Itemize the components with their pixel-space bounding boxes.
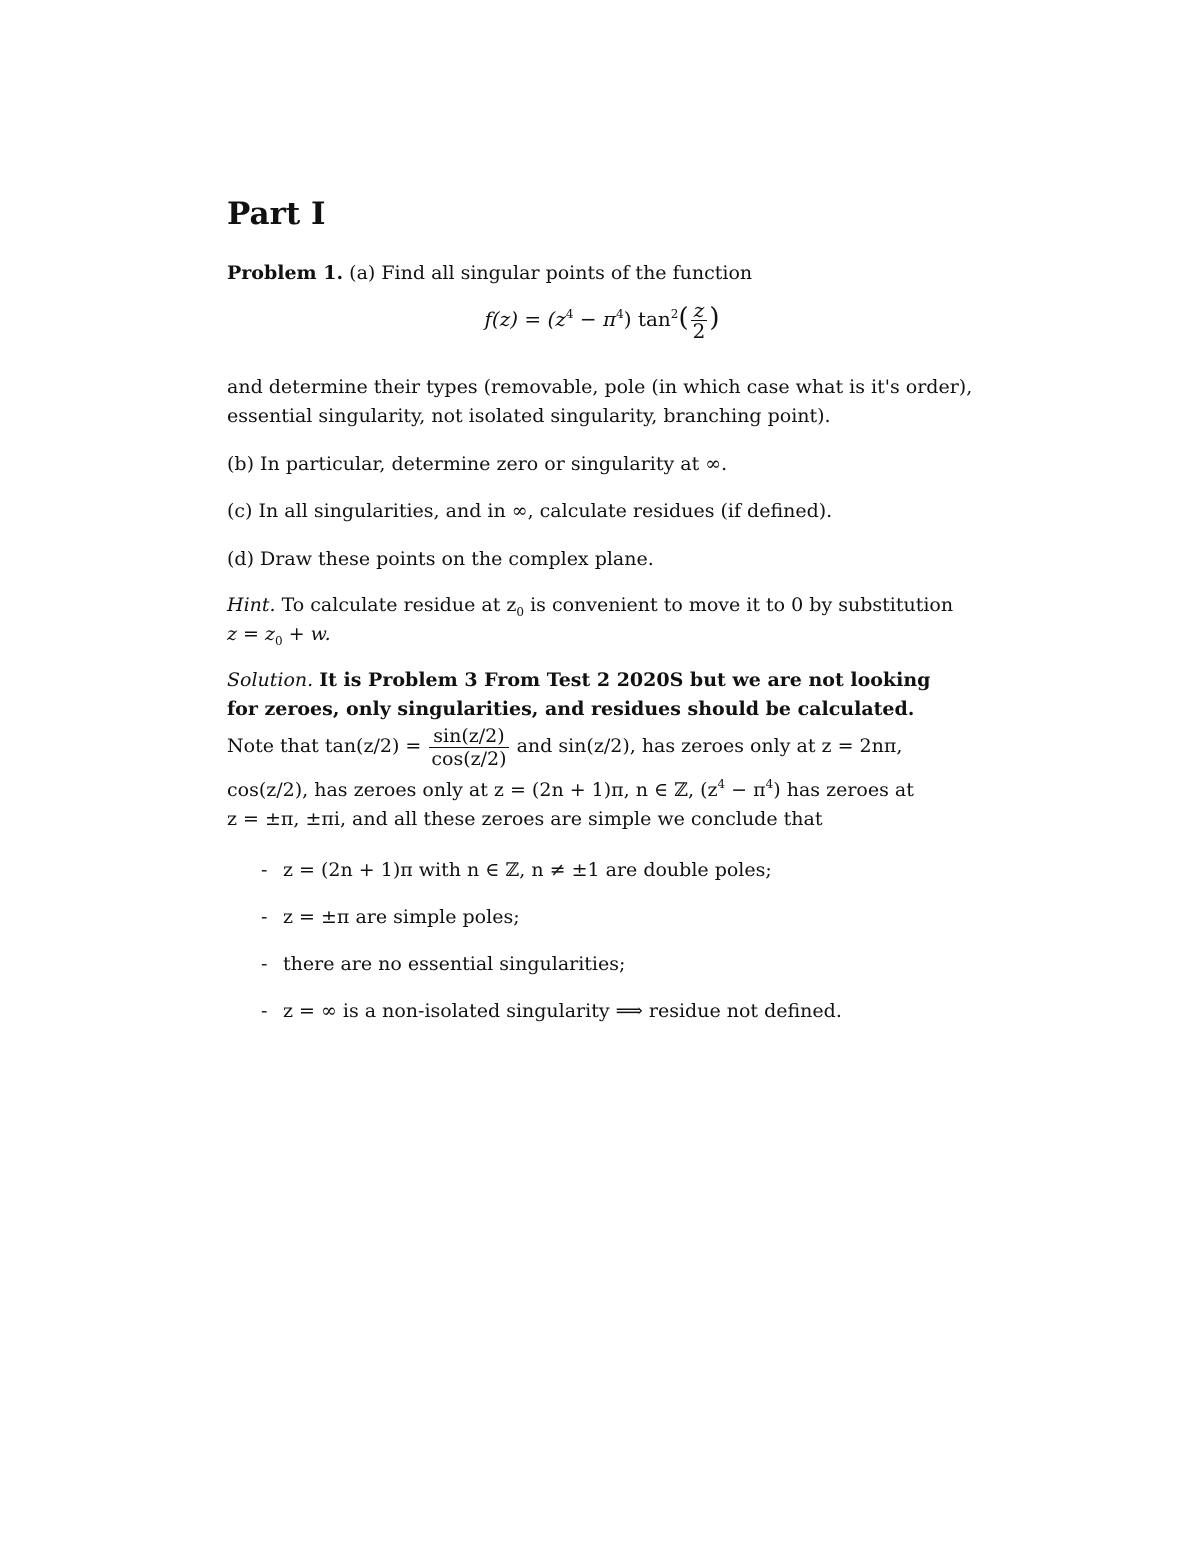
note-line: [227, 722, 977, 770]
exponent: 4: [717, 777, 726, 791]
list-dash: -: [261, 953, 268, 975]
conclusion-list: [261, 856, 981, 1044]
substitution-formula-end: + w.: [282, 623, 331, 645]
part-title: Part I: [227, 196, 326, 232]
note-text-cont: and sin(z/2), has zeroes only at z = 2nπ,: [510, 735, 903, 757]
problem-statement-a: [227, 259, 977, 288]
solution-intro: [227, 666, 977, 724]
part-a-label: (a): [349, 262, 376, 284]
part-d: [227, 545, 977, 574]
part-b: [227, 450, 977, 479]
zeroes-line-1-mid: − π: [725, 779, 766, 801]
types-paragraph: [227, 373, 977, 431]
hint-label: Hint.: [227, 594, 276, 616]
part-b-text: In particular, determine zero or singularity at ∞.: [260, 453, 728, 475]
formula-exponent: 4: [565, 307, 574, 321]
list-dash: -: [261, 859, 268, 881]
part-c-label: (c): [227, 500, 253, 522]
formula-tan: ) tan: [623, 307, 671, 331]
types-line-1: and determine their types (removable, pole (in which case what is it's order),: [227, 376, 973, 398]
part-a-text: Find all singular points of the function: [381, 262, 753, 284]
function-formula: $f(z) = (z^4 - \pi^4)$ $\tan^2$( $\frac{z}{2}$ ): [484, 298, 720, 343]
list-item: [261, 950, 981, 979]
hint-subscript: 0: [516, 605, 525, 619]
tan-fraction: [429, 725, 508, 770]
list-dash: -: [261, 906, 268, 928]
list-item: [261, 997, 981, 1026]
list-dash: -: [261, 1000, 268, 1022]
substitution-formula: z = z: [227, 623, 276, 645]
formula-lhs: f(z) = (z: [484, 307, 566, 331]
list-item-text: z = ∞ is a non-isolated singularity ⟹ residue not defined.: [283, 1000, 842, 1022]
exponent: 4: [765, 777, 774, 791]
zeroes-line-1: cos(z/2), has zeroes only at z = (2n + 1)π, n ∈ ℤ, (z: [227, 779, 718, 801]
solution-label: Solution.: [227, 669, 314, 691]
hint-paragraph: [227, 591, 977, 649]
solution-bold-line-1: It is Problem 3 From Test 2 2020S but we are not looking: [319, 669, 931, 691]
fraction-denominator: cos(z/2): [431, 747, 507, 770]
fraction-numerator: z: [691, 300, 708, 321]
fraction-denominator: 2: [692, 319, 706, 343]
hint-text-cont: is convenient to move it to 0 by substitution: [524, 594, 954, 616]
solution-bold-line-2: for zeroes, only singularities, and residues should be calculated.: [227, 698, 915, 720]
formula-fraction: [691, 300, 708, 341]
types-line-2: essential singularity, not isolated singularity, branching point).: [227, 405, 831, 427]
problem-label: Problem 1.: [227, 262, 344, 284]
part-c: [227, 497, 977, 526]
part-d-text: Draw these points on the complex plane.: [260, 548, 654, 570]
substitution-subscript: 0: [275, 634, 283, 648]
list-item-text: z = (2n + 1)π with n ∈ ℤ, n ≠ ±1 are double poles;: [283, 859, 772, 881]
zeroes-line-2: z = ±π, ±πi, and all these zeroes are simple we conclude that: [227, 808, 823, 830]
fraction-numerator: sin(z/2): [429, 725, 508, 748]
note-text: Note that tan(z/2) =: [227, 735, 428, 757]
list-item: [261, 856, 981, 885]
list-item: [261, 903, 981, 932]
part-b-label: (b): [227, 453, 254, 475]
zeroes-line-1-end: ) has zeroes at: [773, 779, 914, 801]
list-item-text: there are no essential singularities;: [283, 953, 626, 975]
hint-text: To calculate residue at z: [281, 594, 517, 616]
part-d-label: (d): [227, 548, 254, 570]
list-item-text: z = ±π are simple poles;: [283, 906, 520, 928]
zeroes-paragraph: [227, 776, 977, 834]
formula-minus: − π: [573, 307, 617, 331]
formula-exponent: 4: [616, 307, 624, 321]
part-c-text: In all singularities, and in ∞, calculate residues (if defined).: [258, 500, 833, 522]
formula-exponent: 2: [670, 307, 679, 321]
